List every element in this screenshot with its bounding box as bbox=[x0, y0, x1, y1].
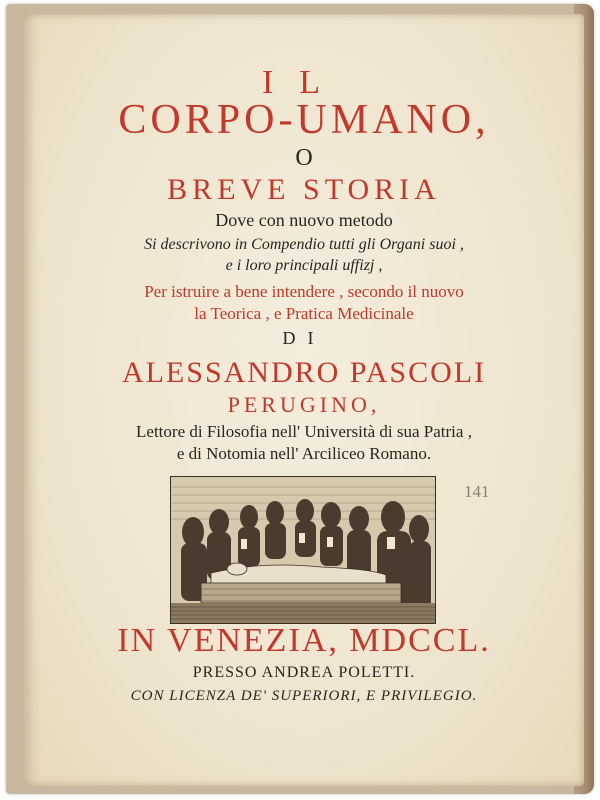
purpose-line-2: la Teorica , e Pratica Medicinale bbox=[194, 304, 414, 323]
main-title: CORPO-UMANO, bbox=[118, 97, 490, 143]
description-line-3: e i loro principali uffizj , bbox=[225, 257, 383, 274]
publisher-line: PRESSO ANDREA POLETTI. bbox=[192, 664, 416, 681]
engraving-illustration bbox=[171, 477, 435, 623]
author-role-2: e di Notomia nell' Arciliceo Romano. bbox=[176, 444, 432, 463]
author-origin: PERUGINO, bbox=[227, 392, 381, 417]
author-role-1: Lettore di Filosofia nell' Università di sua Patria , bbox=[136, 422, 472, 441]
title-page bbox=[24, 14, 584, 786]
pencil-note: 141 bbox=[464, 482, 490, 501]
title-article: IL bbox=[261, 64, 347, 101]
imprint-city-date: IN VENEZIA, MDCCL. bbox=[117, 622, 491, 659]
book bbox=[6, 4, 594, 794]
description-line-1: Dove con nuovo metodo bbox=[215, 210, 393, 230]
author-name: ALESSANDRO PASCOLI bbox=[121, 356, 487, 389]
subtitle: BREVE STORIA bbox=[167, 173, 441, 206]
by-line: DI bbox=[282, 328, 326, 348]
anatomy-lesson-engraving bbox=[170, 476, 436, 624]
description-line-2: Si descrivono in Compendio tutti gli Organi suoi , bbox=[144, 236, 464, 253]
purpose-line-1: Per istruire a bene intendere , secondo il nuovo bbox=[144, 282, 464, 301]
title-conjunction: O bbox=[295, 145, 313, 171]
license-line: CON LICENZA DE' SUPERIORI, E PRIVILEGIO. bbox=[130, 688, 478, 704]
